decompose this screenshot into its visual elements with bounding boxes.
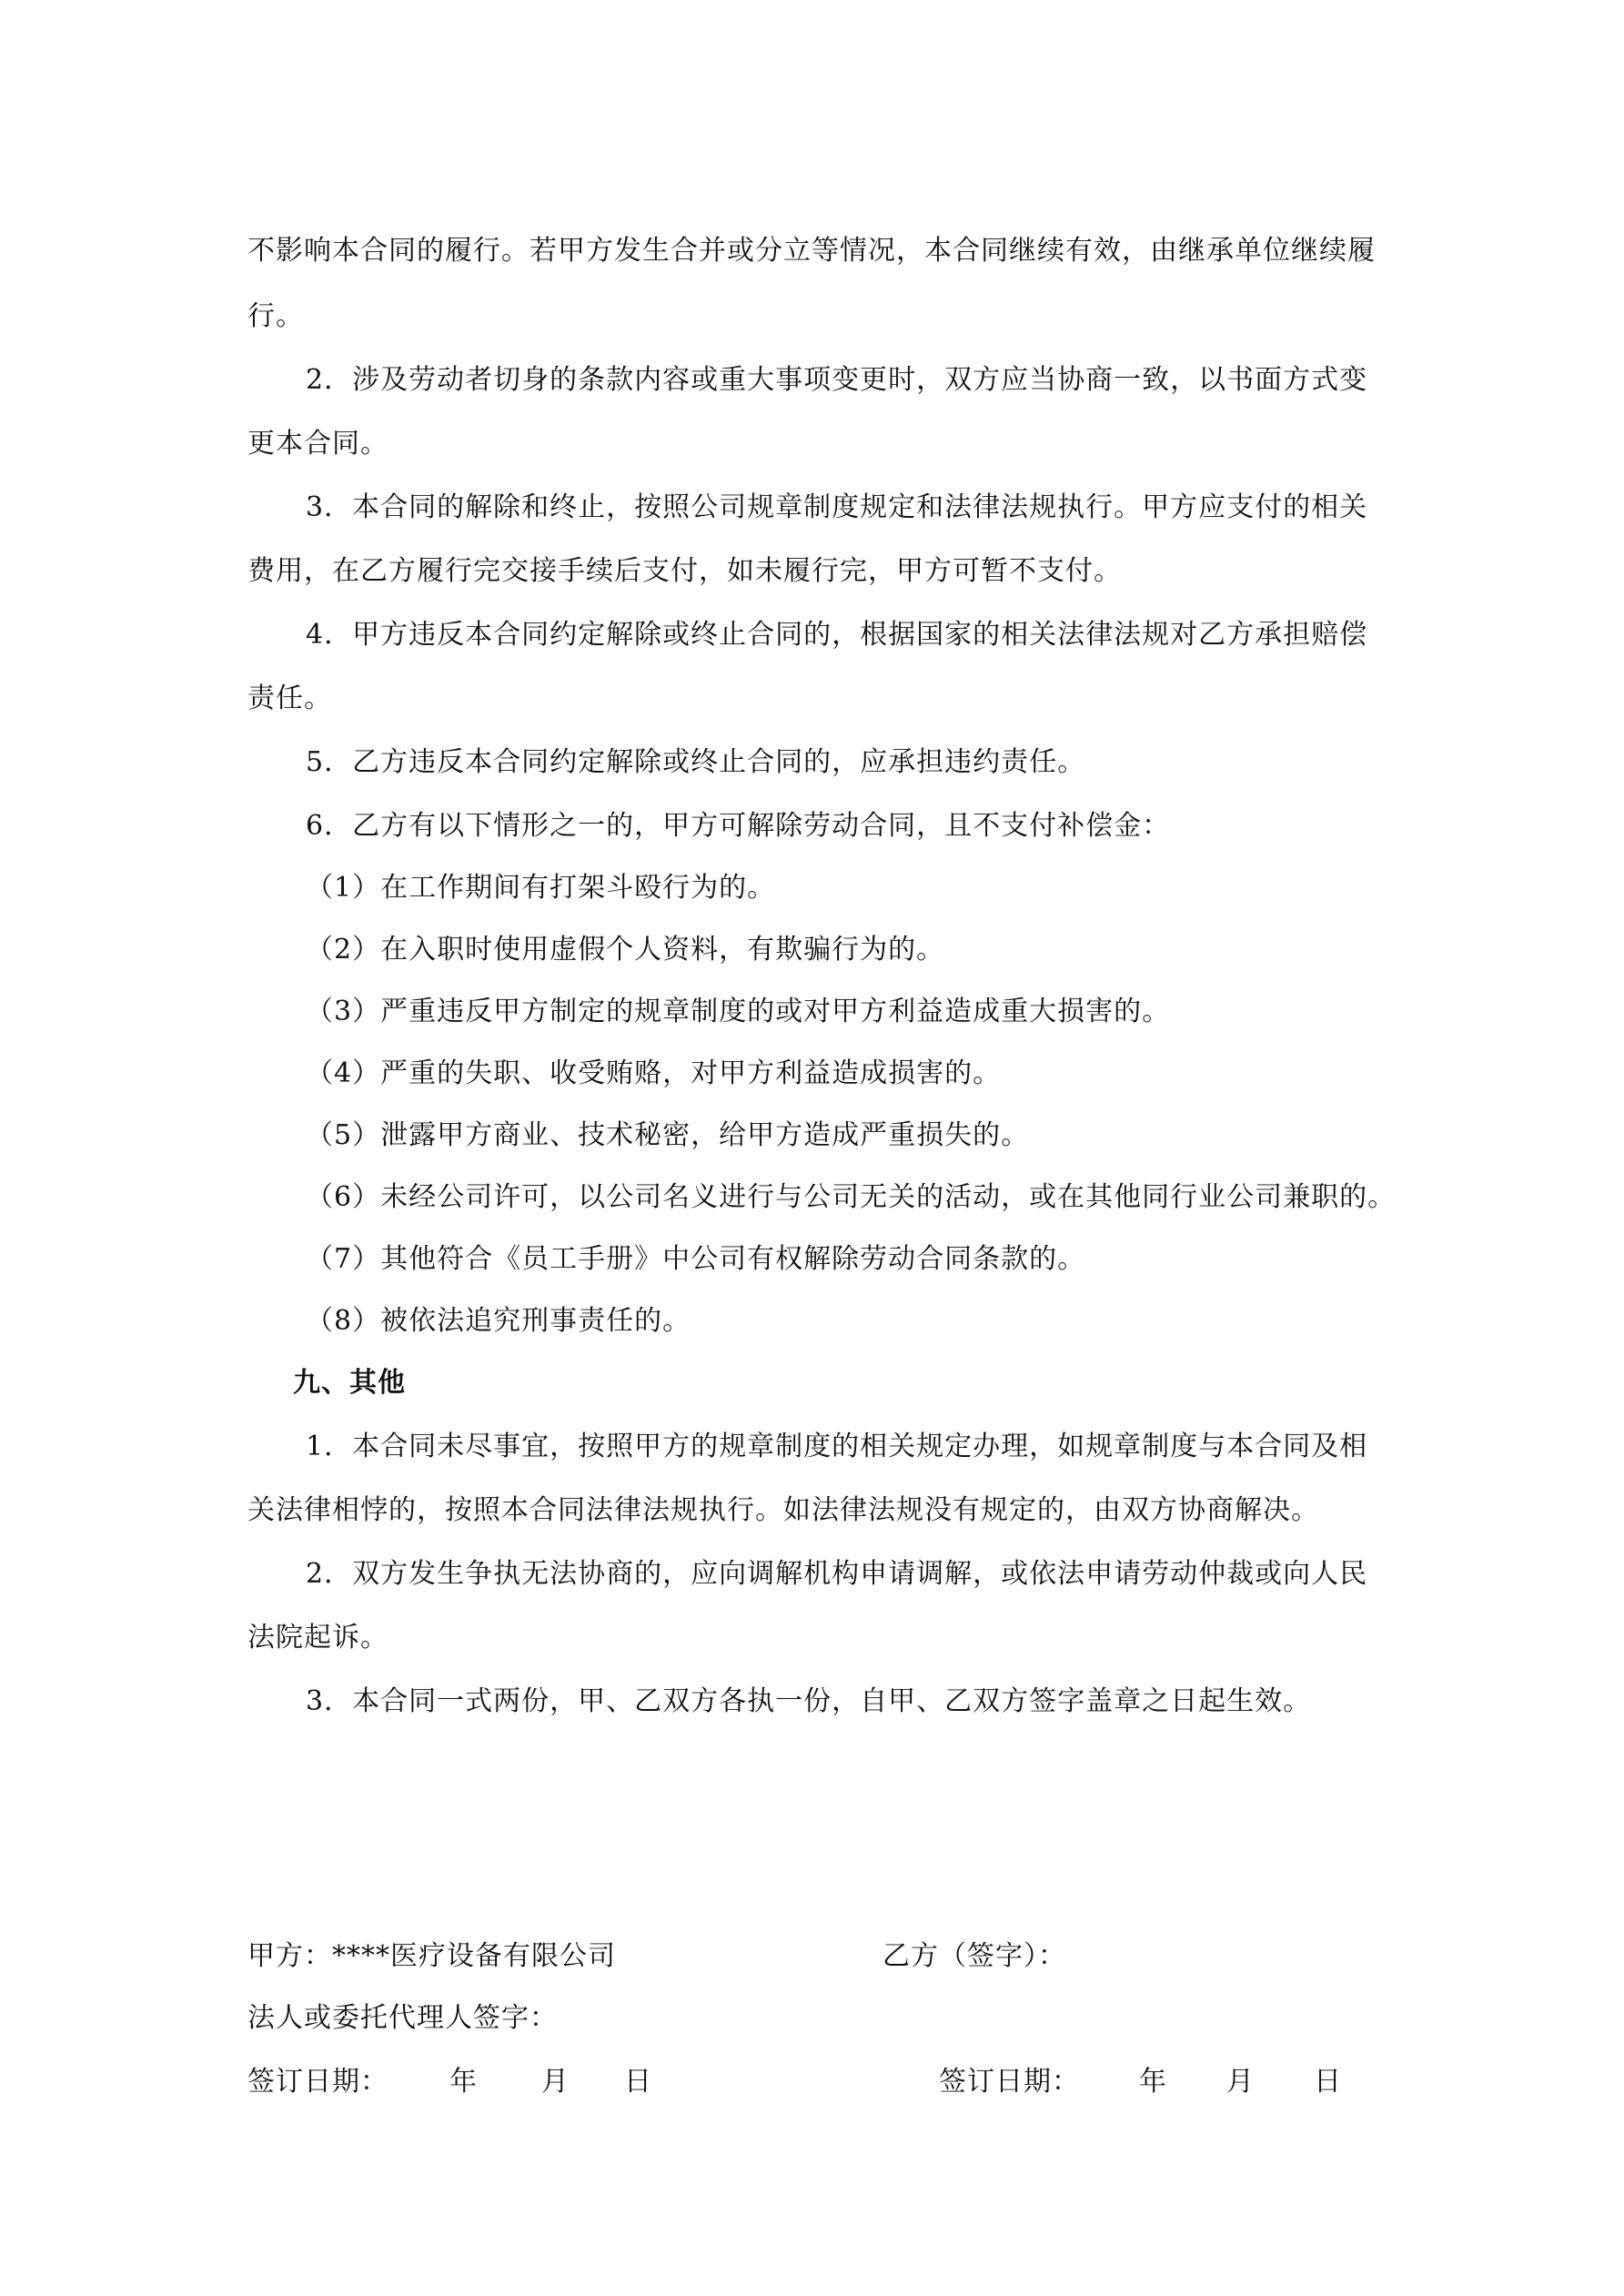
clause-2: 2．涉及劳动者切身的条款内容或重大事项变更时，双方应当协商一致，以书面方式变 bbox=[306, 364, 1368, 396]
paragraph-line: 责任。 bbox=[247, 683, 332, 714]
sub-item-1: （1）在工作期间有打架斗殴行为的。 bbox=[306, 872, 776, 904]
section-heading: 九、其他 bbox=[293, 1367, 406, 1399]
paragraph-line: 关法律相悖的，按照本合同法律法规执行。如法律法规没有规定的，由双方协商解决。 bbox=[247, 1494, 1319, 1526]
paragraph-line: 不影响本合同的履行。若甲方发生合并或分立等情况，本合同继续有效，由继承单位继续履 bbox=[247, 235, 1376, 267]
legal-rep-label: 法人或委托代理人签字： bbox=[247, 2002, 558, 2034]
sub-item-6: （6）未经公司许可，以公司名义进行与公司无关的活动，或在其他同行业公司兼职的。 bbox=[306, 1181, 1397, 1213]
paragraph-line: 费用，在乙方履行完交接手续后支付，如未履行完，甲方可暂不支付。 bbox=[247, 555, 1122, 587]
other-clause-2: 2．双方发生争执无法协商的，应向调解机构申请调解，或依法申请劳动仲裁或向人民 bbox=[306, 1558, 1368, 1590]
clause-6: 6．乙方有以下情形之一的，甲方可解除劳动合同，且不支付补偿金： bbox=[306, 810, 1171, 842]
sub-item-2: （2）在入职时使用虚假个人资料，有欺骗行为的。 bbox=[306, 934, 945, 966]
sub-item-7: （7）其他符合《员工手册》中公司有权解除劳动合同条款的。 bbox=[306, 1243, 1086, 1275]
clause-5: 5．乙方违反本合同约定解除或终止合同的，应承担违约责任。 bbox=[306, 746, 1086, 778]
date-day-b: 日 bbox=[1314, 2066, 1342, 2098]
other-clause-3: 3．本合同一式两份，甲、乙双方各执一份，自甲、乙双方签字盖章之日起生效。 bbox=[306, 1685, 1312, 1717]
clause-3: 3．本合同的解除和终止，按照公司规章制度规定和法律法规执行。甲方应支付的相关 bbox=[306, 491, 1368, 523]
clause-4: 4．甲方违反本合同约定解除或终止合同的，根据国家的相关法律法规对乙方承担赔偿 bbox=[306, 619, 1368, 651]
other-clause-1: 1．本合同未尽事宜，按照甲方的规章制度的相关规定办理，如规章制度与本合同及相 bbox=[306, 1431, 1368, 1462]
paragraph-line: 法院起诉。 bbox=[247, 1622, 388, 1654]
date-month-a: 月 bbox=[541, 2066, 570, 2098]
date-month-b: 月 bbox=[1226, 2066, 1255, 2098]
party-a-label: 甲方：****医疗设备有限公司 bbox=[247, 1940, 616, 1972]
sub-item-4: （4）严重的失职、收受贿赂，对甲方利益造成损害的。 bbox=[306, 1057, 1002, 1089]
paragraph-line: 更本合同。 bbox=[247, 428, 388, 460]
paragraph-line: 行。 bbox=[247, 300, 304, 332]
date-year-b: 年 bbox=[1139, 2066, 1167, 2098]
sub-item-8: （8）被依法追究刑事责任的。 bbox=[306, 1305, 691, 1337]
sub-item-3: （3）严重违反甲方制定的规章制度的或对甲方利益造成重大损害的。 bbox=[306, 996, 1171, 1027]
sub-item-5: （5）泄露甲方商业、技术秘密，给甲方造成严重损失的。 bbox=[306, 1119, 1030, 1151]
date-day-a: 日 bbox=[624, 2066, 652, 2098]
date-label-a: 签订日期： bbox=[247, 2066, 388, 2098]
date-label-b: 签订日期： bbox=[939, 2066, 1080, 2098]
party-b-label: 乙方（签字）： bbox=[883, 1940, 1066, 1972]
date-year-a: 年 bbox=[449, 2066, 478, 2098]
